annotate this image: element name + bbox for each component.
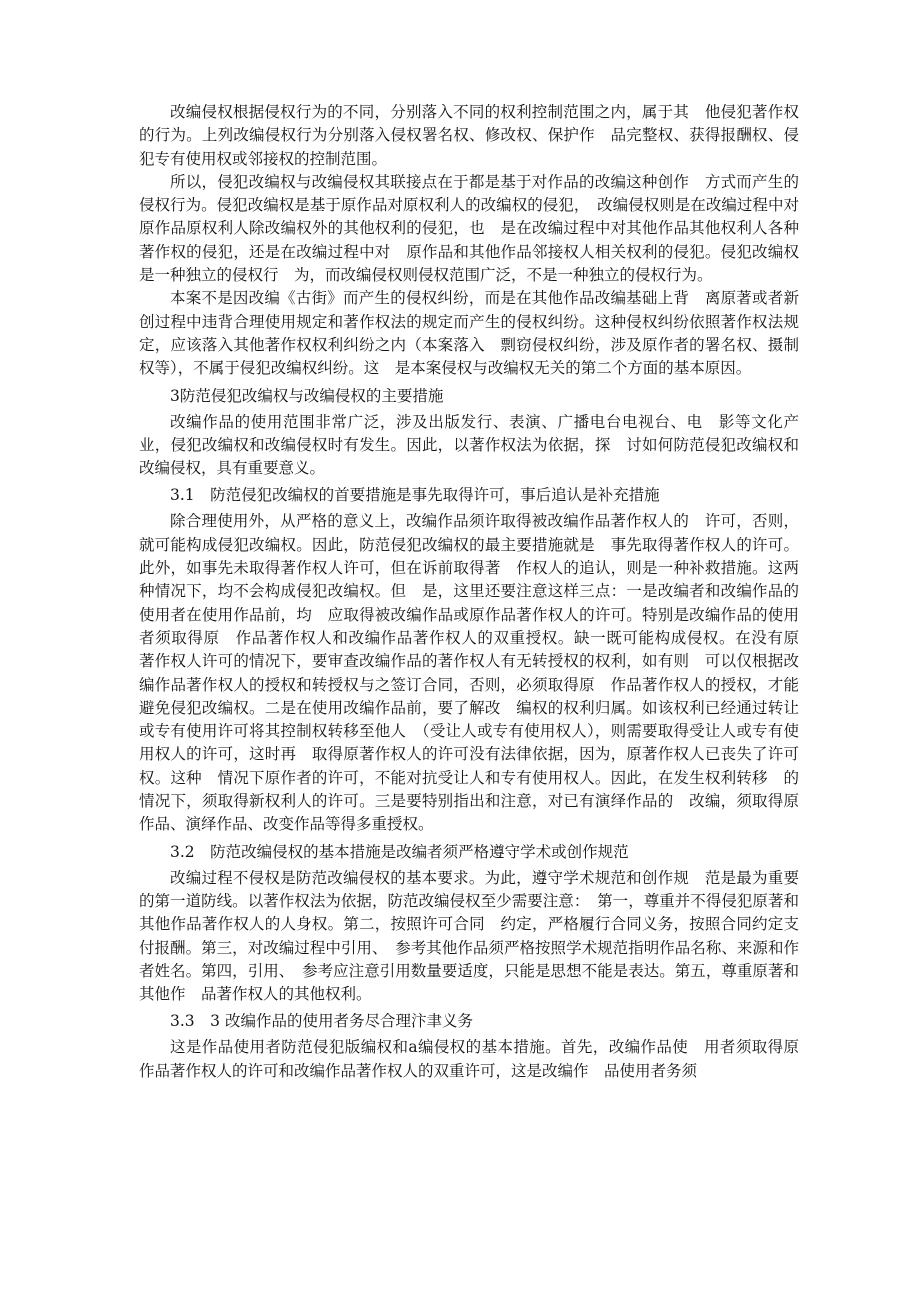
body-paragraph: 本案不是因改编《古街》而产生的侵权纠纷，而是在其他作品改编基础上背 离原著或者新创过程中违背合理使用规定和著作权法的规定而产生的侵权纠纷。这种侵权纠纷依照著作权法规定，应该落入其他著作权权利纠纷之内（本案落入 剽窃侵权纠纷，涉及原作者的署名权、摄制权等），不属于侵犯改编权纠纷。这 是本案侵权与改编权无关的第二个方面的基本原因。 — [139, 289, 799, 378]
section-heading: 3.1 防范侵犯改编权的首要措施是事先取得许可，事后追认是补充措施 — [170, 486, 660, 505]
section-heading: 3.2 防范改编侵权的基本措施是改编者须严格遵守学术或创作规范 — [170, 842, 629, 861]
body-paragraph: 改编侵权根据侵权行为的不同，分别落入不同的权利控制范围之内，属于其 他侵犯著作权的行为。上列改编侵权行为分别落入侵权署名权、修改权、保护作 品完整权、获得报酬权、侵犯专有使用权或邻接权的控制范围。 — [139, 103, 799, 168]
body-paragraph: 所以，侵犯改编权与改编侵权其联接点在于都是基于对作品的改编这种创作 方式而产生的侵权行为。侵犯改编权是基于原作品对原权利人的改编权的侵犯， 改编侵权则是在改编过程中对原作品原权利人除改编权外的其他权利的侵犯，也 是在改编过程中对其他作品其他权利人各种著作权的侵犯，还是在改编过程中对 原作品和其他作品邻接权人相关权利的侵犯。侵犯改编权是一种独立的侵权行 为，而改编侵权则侵权范围广泛，不是一种独立的侵权行为。 — [139, 172, 799, 285]
document-body — [139, 101, 815, 1083]
body-paragraph: 这是作品使用者防范侵犯版编权和a编侵权的基本措施。首先，改编作品使 用者须取得原作品著作权人的许可和改编作品著作权人的双重许可，这是改编作 品使用者务须 — [139, 1038, 799, 1080]
section-heading: 3.3 3 改编作品的使用者务尽合理汴聿义务 — [170, 1012, 473, 1031]
body-paragraph: 改编过程不侵权是防范改编侵权的基本要求。为此，遵守学术规范和创作规 范是最为重要的第一道防线。以著作权法为依据，防范改编侵权至少需要注意： 第一，尊重并不得侵犯原著和其他作品著作权人的人身权。第二，按照许可合同 约定，严格履行合同义务，按照合同约定支付报酬。第三，对改编过程中引用、 参考其他作品须严格按照学术规范指明作品名称、来源和作者姓名。第四，引用、 参考应注意引用数量要适度，只能是思想不能是表达。第五，尊重原著和其他作 品著作权人的其他权利。 — [139, 868, 799, 1004]
section-heading: 3防范侵犯改编权与改编侵权的主要措施 — [170, 386, 444, 405]
body-paragraph: 除合理使用外，从严格的意义上，改编作品须许取得被改编作品著作权人的 许可，否则，就可能构成侵犯改编权。因此，防范侵犯改编权的最主要措施就是 事先取得著作权人的许可。此外，如事先未取得著作权人许可，但在诉前取得著 作权人的追认，则是一种补救措施。这两种情况下，均不会构成侵犯改编权。但 是，这里还要注意这样三点：一是改编者和改编作品的使用者在使用作品前，均 应取得被改编作品或原作品著作权人的许可。特别是改编作品的使用者须取得原 作品著作权人和改编作品著作权人的双重授权。缺一既可能构成侵权。在没有原 著作权人许可的情况下，要审查改编作品的著作权人有无转授权的权利，如有则 可以仅根据改编作品著作权人的授权和转授权与之签订合同，否则，必须取得原 作品著作权人的授权，才能避免侵犯改编权。二是在使用改编作品前，要了解改 编权的权利归属。如该权利已经通过转让或专有使用许可将其控制权转移至他人 （受让人或专有使用权人），则需要取得受让人或专有使用权人的许可，这时再 取得原著作权人的许可没有法律依据，因为，原著作权人已丧失了许可权。这种 情况下原作者的许可，不能对抗受让人和专有使用权人。因此，在发生权利转移 的情况下，须取得新权利人的许可。三是要特别指出和注意，对已有演绎作品的 改编，须取得原作品、演绎作品、改变作品等得多重授权。 — [139, 512, 815, 834]
body-paragraph: 改编作品的使用范围非常广泛，涉及出版发行、表演、广播电台电视台、电 影等文化产业，侵犯改编权和改编侵权时有发生。因此，以著作权法为依据，探 讨如何防范侵犯改编权和改编侵权，具有重要意义。 — [139, 412, 799, 478]
